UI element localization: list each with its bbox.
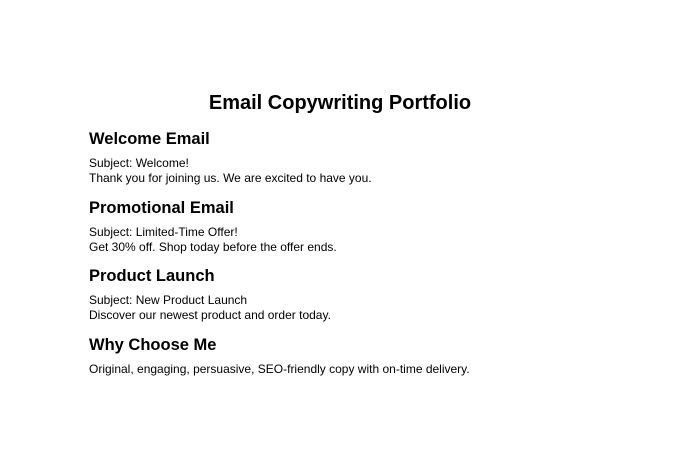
section-why-choose-me	[89, 335, 649, 377]
section-heading: Why Choose Me	[89, 336, 217, 354]
email-subject-line: Subject: New Product Launch	[89, 293, 248, 307]
email-subject-line: Subject: Limited-Time Offer!	[89, 225, 238, 239]
email-body-line: Discover our newest product and order today.	[89, 308, 331, 322]
section-body	[89, 225, 649, 255]
section-body	[89, 362, 649, 377]
section-body	[89, 156, 649, 186]
section-promotional-email	[89, 198, 649, 255]
section-body-line: Original, engaging, persuasive, SEO-friendly copy with on-time delivery.	[89, 362, 470, 376]
section-product-launch	[89, 266, 649, 323]
email-subject-line: Subject: Welcome!	[89, 156, 189, 170]
section-heading: Promotional Email	[89, 199, 234, 217]
page-title: Email Copywriting Portfolio	[208, 92, 472, 114]
section-welcome-email	[89, 129, 649, 186]
email-body-line: Get 30% off. Shop today before the offer ends.	[89, 240, 337, 254]
section-heading: Product Launch	[89, 267, 215, 285]
email-body-line: Thank you for joining us. We are excited to have you.	[89, 171, 372, 185]
section-heading: Welcome Email	[89, 130, 210, 148]
section-body	[89, 293, 649, 323]
